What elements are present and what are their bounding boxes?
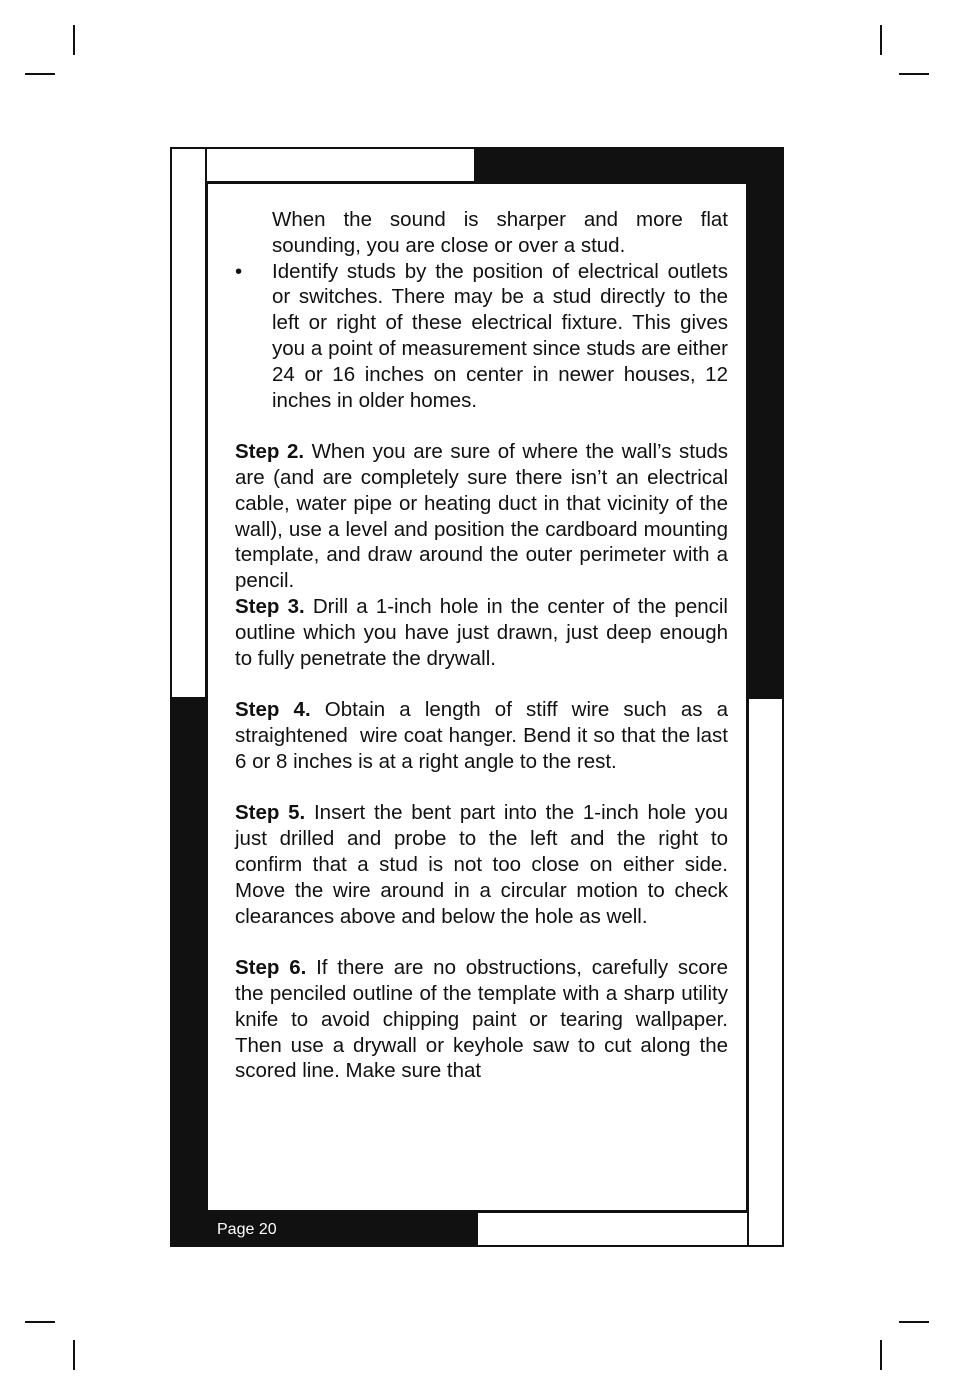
bullet-item — [235, 259, 728, 414]
body-text — [235, 207, 734, 1084]
step-4-label: Step 4. — [235, 698, 311, 722]
crop-mark-bottom-left-horizontal — [25, 1321, 55, 1323]
crop-mark-top-right-horizontal — [899, 73, 929, 75]
crop-mark-top-right-vertical — [880, 25, 882, 55]
crop-mark-top-left-vertical — [73, 25, 75, 55]
page-number: Page 20 — [217, 1221, 277, 1238]
step-4-paragraph — [235, 697, 734, 774]
frame-top-bar-white — [205, 147, 476, 183]
step-3-paragraph — [235, 594, 728, 671]
step-5-label: Step 5. — [235, 801, 306, 825]
bullet-marker: • — [235, 259, 243, 283]
step-5-text: Insert the bent part into the 1-inch hole you just drilled and probe to the left and the right to confirm that a stud is not too close on either side. Move the wire around in a circular motion to check clearances above and below the hole as well. — [235, 801, 728, 928]
crop-mark-bottom-right-horizontal — [899, 1321, 929, 1323]
crop-mark-bottom-left-vertical — [73, 1340, 75, 1370]
step-6-label: Step 6. — [235, 956, 307, 980]
frame-top-bar-black — [474, 147, 784, 183]
frame-right-strip-white — [747, 697, 784, 1247]
crop-mark-top-left-horizontal — [25, 73, 55, 75]
step-2-text: When you are sure of where the wall’s studs are (and are completely sure there isn’t an electrical cable, water pipe or heating duct in that vicinity of the wall), use a level and position the cardboard mounting template, and draw around the outer perimeter with a pencil. — [235, 440, 728, 593]
bullet-text: Identify studs by the position of electrical outlets or switches. There may be a stud directly to the left or right of these electrical fixture. This gives you a point of measurement since studs are either 24 or 16 inches on center in newer houses, 12 inches in older homes. — [272, 259, 728, 412]
frame-right-strip-black — [747, 147, 784, 699]
step-3-label: Step 3. — [235, 594, 305, 618]
continued-paragraph: When the sound is sharper and more flat sounding, you are close or over a stud. — [272, 208, 728, 257]
frame-top-left-strip — [170, 147, 207, 699]
crop-mark-bottom-right-vertical — [880, 1340, 882, 1370]
step-6-text: If there are no obstructions, carefully score the penciled outline of the template with a sharp utility knife to avoid chipping paint or tearing wallpaper. Then use a drywall or keyhole saw to cut along the scored line. Make sure that — [235, 956, 729, 1083]
frame-left-strip-black — [170, 697, 207, 1247]
step-2-paragraph — [235, 439, 728, 594]
step-4-text: Obtain a length of stiff wire such as a straightened wire coat hanger. Bend it so that the last 6 or 8 inches is at a right angle to the rest. — [235, 698, 734, 773]
step-6-paragraph — [235, 955, 728, 1084]
step-5-paragraph — [235, 800, 728, 929]
step-3-text: Drill a 1-inch hole in the center of the pencil outline which you have just drawn, just deep enough to fully penetrate the drywall. — [235, 594, 728, 670]
frame-bottom-bar-white — [476, 1211, 749, 1247]
step-2-label: Step 2. — [235, 440, 305, 464]
